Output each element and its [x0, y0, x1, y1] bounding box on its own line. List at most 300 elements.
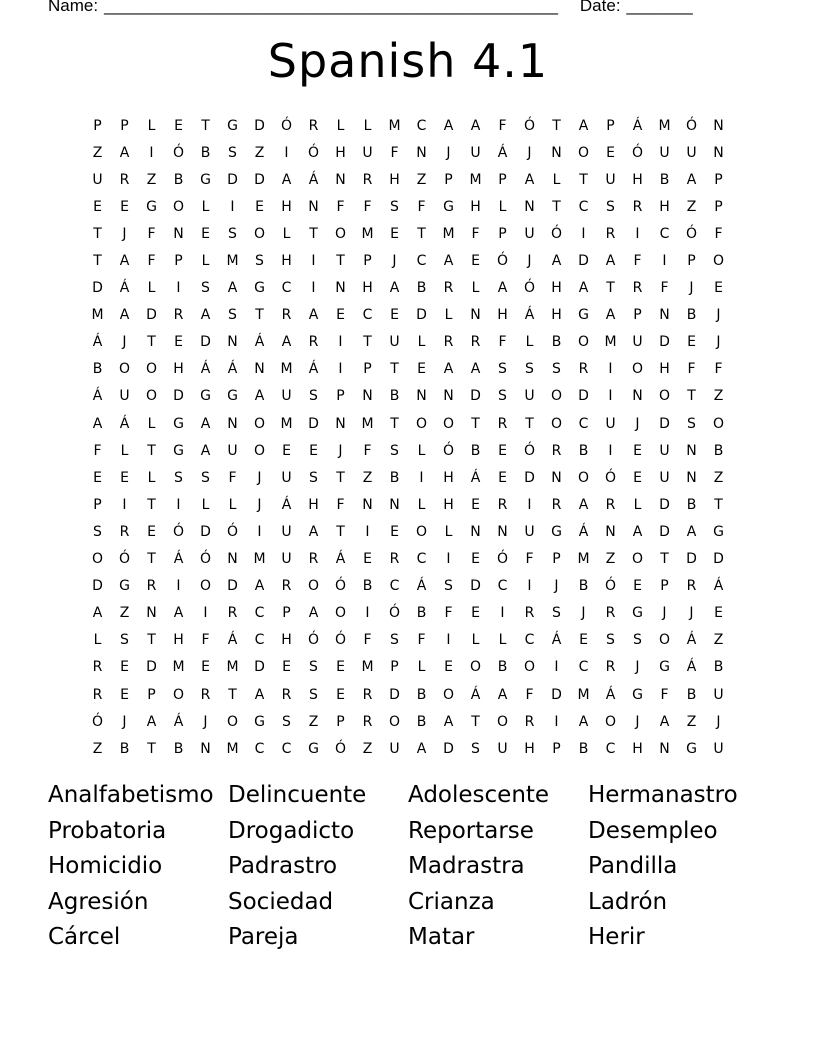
grid-letter: S	[93, 523, 102, 540]
grid-letter: T	[309, 225, 318, 242]
grid-letter: D	[92, 280, 103, 297]
grid-letter: E	[174, 117, 183, 134]
grid-letter: D	[389, 686, 400, 703]
grid-letter: I	[284, 144, 289, 161]
grid-letter: C	[497, 578, 508, 595]
grid-letter: E	[471, 253, 480, 270]
grid-letter: Ó	[604, 469, 617, 486]
grid-letter: N	[443, 388, 454, 405]
grid-letter: C	[416, 551, 427, 568]
grid-letter: L	[147, 280, 156, 297]
grid-letter: N	[659, 307, 670, 324]
grid-letter: I	[149, 144, 154, 161]
grid-letter: N	[713, 117, 724, 134]
grid-letter: G	[578, 307, 589, 324]
grid-letter: R	[470, 334, 481, 351]
grid-letter: O	[577, 144, 590, 161]
grid-letter: E	[120, 659, 129, 676]
grid-letter: S	[552, 361, 561, 378]
grid-letter: M	[172, 659, 185, 676]
grid-letter: R	[308, 117, 319, 134]
word-list-item: Reportarse	[408, 817, 534, 844]
grid-letter: A	[524, 171, 535, 188]
grid-letter: I	[338, 361, 343, 378]
grid-letter: F	[201, 632, 210, 649]
grid-letter: G	[632, 686, 643, 703]
grid-letter: F	[417, 198, 426, 215]
grid-letter: P	[498, 171, 507, 188]
grid-letter: S	[390, 442, 399, 459]
grid-letter: D	[443, 740, 454, 757]
grid-letter: J	[689, 605, 694, 622]
grid-letter: O	[496, 713, 509, 730]
grid-letter: L	[498, 198, 507, 215]
grid-letter: G	[227, 388, 238, 405]
word-list-item: Cárcel	[48, 924, 121, 950]
grid-letter: J	[554, 578, 559, 595]
grid-letter: U	[632, 334, 643, 351]
grid-letter: F	[363, 632, 372, 649]
grid-letter: R	[362, 686, 373, 703]
grid-letter: F	[93, 442, 102, 459]
grid-letter: P	[363, 253, 372, 270]
grid-letter: M	[226, 659, 239, 676]
grid-letter: U	[524, 388, 535, 405]
grid-letter: J	[392, 253, 397, 270]
grid-letter: T	[147, 334, 156, 351]
grid-letter: H	[335, 144, 346, 161]
grid-letter: Á	[686, 632, 697, 649]
grid-letter: R	[524, 713, 535, 730]
grid-letter: J	[689, 280, 694, 297]
grid-letter: N	[659, 740, 670, 757]
grid-letter: P	[147, 686, 156, 703]
grid-letter: H	[281, 253, 292, 270]
grid-letter: N	[227, 334, 238, 351]
grid-letter: G	[200, 388, 211, 405]
grid-letter: Á	[92, 388, 103, 405]
grid-letter: P	[444, 171, 453, 188]
grid-letter: E	[471, 605, 480, 622]
grid-letter: N	[686, 469, 697, 486]
grid-letter: Á	[254, 334, 265, 351]
grid-letter: B	[416, 686, 427, 703]
grid-letter: O	[415, 415, 428, 432]
grid-letter: B	[578, 442, 589, 459]
grid-letter: E	[498, 469, 507, 486]
grid-letter: D	[713, 551, 724, 568]
grid-letter: Á	[578, 523, 589, 540]
grid-letter: S	[390, 198, 399, 215]
grid-letter: H	[551, 280, 562, 297]
grid-letter: L	[363, 117, 372, 134]
word-list-item: Padrastro	[228, 853, 338, 879]
grid-letter: I	[365, 523, 370, 540]
grid-letter: I	[203, 605, 208, 622]
grid-letter: O	[577, 469, 590, 486]
grid-letter: G	[146, 198, 157, 215]
grid-letter: J	[635, 713, 640, 730]
grid-letter: G	[551, 523, 562, 540]
word-list-item: Probatoria	[48, 817, 167, 844]
grid-letter: S	[201, 469, 210, 486]
grid-letter: A	[416, 740, 427, 757]
grid-letter: S	[201, 280, 210, 297]
grid-letter: L	[444, 307, 453, 324]
grid-letter: D	[578, 388, 589, 405]
grid-letter: S	[633, 632, 642, 649]
grid-letter: I	[662, 253, 667, 270]
grid-letter: Z	[605, 551, 616, 568]
grid-letter: B	[200, 144, 211, 161]
grid-letter: C	[254, 605, 265, 622]
grid-letter: R	[281, 578, 292, 595]
grid-letter: F	[498, 334, 507, 351]
grid-letter: I	[338, 334, 343, 351]
grid-letter: O	[442, 415, 455, 432]
grid-letter: A	[578, 280, 589, 297]
grid-letter: A	[470, 361, 481, 378]
grid-letter: Á	[551, 632, 562, 649]
grid-letter: Ó	[118, 551, 131, 568]
grid-letter: T	[660, 551, 669, 568]
grid-letter: Á	[227, 632, 238, 649]
grid-letter: G	[173, 415, 184, 432]
grid-letter: J	[446, 144, 451, 161]
grid-letter: U	[389, 740, 400, 757]
grid-letter: T	[714, 496, 723, 513]
grid-letter: B	[92, 361, 103, 378]
grid-letter: R	[227, 605, 238, 622]
grid-letter: R	[605, 225, 616, 242]
grid-letter: A	[578, 713, 589, 730]
grid-letter: J	[257, 496, 262, 513]
grid-letter: O	[307, 578, 320, 595]
grid-letter: D	[173, 388, 184, 405]
grid-letter: F	[687, 361, 696, 378]
grid-letter: D	[578, 253, 589, 270]
grid-letter: C	[254, 632, 265, 649]
grid-letter: A	[254, 686, 265, 703]
grid-letter: U	[470, 144, 481, 161]
grid-letter: G	[713, 523, 724, 540]
grid-letter: O	[253, 442, 266, 459]
grid-letter: I	[446, 632, 451, 649]
grid-letter: I	[230, 198, 235, 215]
grid-letter: G	[254, 280, 265, 297]
grid-letter: B	[686, 496, 697, 513]
grid-letter: P	[174, 253, 183, 270]
grid-letter: A	[200, 415, 211, 432]
grid-letter: A	[497, 686, 508, 703]
grid-letter: J	[122, 713, 127, 730]
grid-letter: I	[527, 496, 532, 513]
grid-letter: E	[93, 198, 102, 215]
grid-letter: T	[471, 713, 480, 730]
grid-letter: S	[552, 605, 561, 622]
grid-letter: Á	[686, 659, 697, 676]
grid-letter: L	[201, 198, 210, 215]
grid-letter: D	[686, 551, 697, 568]
grid-letter: I	[500, 605, 505, 622]
grid-letter: D	[470, 388, 481, 405]
grid-letter: B	[713, 659, 724, 676]
grid-letter: S	[309, 686, 318, 703]
grid-letter: G	[200, 171, 211, 188]
grid-letter: R	[443, 334, 454, 351]
grid-letter: C	[416, 117, 427, 134]
grid-letter: T	[525, 415, 534, 432]
grid-letter: I	[608, 361, 613, 378]
grid-letter: Z	[362, 740, 373, 757]
grid-letter: C	[524, 632, 535, 649]
grid-letter: L	[444, 523, 453, 540]
grid-letter: F	[633, 253, 642, 270]
grid-letter: Z	[686, 713, 697, 730]
grid-letter: O	[415, 523, 428, 540]
grid-letter: F	[525, 551, 534, 568]
grid-letter: F	[147, 253, 156, 270]
grid-letter: F	[336, 496, 345, 513]
grid-letter: P	[552, 740, 561, 757]
grid-letter: J	[527, 253, 532, 270]
grid-letter: U	[686, 144, 697, 161]
grid-letter: H	[524, 740, 535, 757]
grid-letter: E	[417, 361, 426, 378]
grid-letter: A	[443, 361, 454, 378]
grid-letter: I	[257, 523, 262, 540]
grid-letter: E	[606, 144, 615, 161]
grid-letter: Ó	[523, 442, 536, 459]
grid-letter: Ó	[199, 551, 212, 568]
grid-letter: L	[471, 632, 480, 649]
grid-letter: L	[552, 171, 561, 188]
grid-letter: L	[120, 442, 129, 459]
grid-letter: Z	[308, 713, 319, 730]
grid-letter: M	[280, 415, 293, 432]
grid-letter: T	[228, 686, 237, 703]
grid-letter: E	[93, 469, 102, 486]
grid-letter: L	[633, 496, 642, 513]
grid-letter: S	[444, 578, 453, 595]
grid-letter: H	[497, 307, 508, 324]
grid-letter: E	[336, 659, 345, 676]
grid-letter: T	[390, 361, 399, 378]
grid-letter: I	[419, 469, 424, 486]
word-list-item: Matar	[408, 924, 475, 950]
grid-letter: E	[390, 523, 399, 540]
grid-letter: R	[605, 496, 616, 513]
grid-letter: L	[498, 632, 507, 649]
grid-letter: Ó	[685, 117, 698, 134]
grid-letter: S	[255, 253, 264, 270]
grid-letter: U	[659, 469, 670, 486]
grid-letter: H	[551, 307, 562, 324]
grid-letter: L	[417, 659, 426, 676]
grid-letter: D	[659, 415, 670, 432]
grid-letter: E	[390, 307, 399, 324]
grid-letter: Ó	[442, 442, 455, 459]
grid-letter: E	[471, 496, 480, 513]
grid-letter: M	[253, 551, 266, 568]
grid-letter: O	[712, 415, 725, 432]
grid-letter: Z	[254, 144, 265, 161]
grid-letter: F	[471, 225, 480, 242]
grid-letter: T	[147, 496, 156, 513]
grid-letter: O	[469, 659, 482, 676]
grid-letter: O	[334, 605, 347, 622]
grid-letter: Ó	[550, 225, 563, 242]
grid-letter: N	[362, 388, 373, 405]
grid-letter: O	[577, 334, 590, 351]
grid-letter: O	[442, 686, 455, 703]
grid-letter: R	[551, 442, 562, 459]
grid-letter: A	[308, 605, 319, 622]
grid-letter: S	[120, 632, 129, 649]
grid-letter: P	[282, 605, 291, 622]
grid-letter: L	[147, 117, 156, 134]
grid-letter: Ó	[334, 632, 347, 649]
grid-letter: R	[632, 280, 643, 297]
grid-letter: S	[228, 307, 237, 324]
grid-letter: Ó	[280, 117, 293, 134]
grid-letter: I	[176, 578, 181, 595]
grid-letter: C	[254, 740, 265, 757]
grid-letter: L	[93, 632, 102, 649]
grid-letter: P	[633, 307, 642, 324]
grid-letter: R	[362, 713, 373, 730]
grid-letter: U	[659, 144, 670, 161]
grid-letter: A	[173, 605, 184, 622]
grid-letter: J	[581, 605, 586, 622]
grid-letter: Z	[416, 171, 427, 188]
grid-letter: N	[416, 388, 427, 405]
grid-letter: O	[253, 415, 266, 432]
grid-letter: M	[361, 415, 374, 432]
grid-letter: S	[498, 388, 507, 405]
grid-letter: A	[605, 253, 616, 270]
grid-letter: E	[336, 686, 345, 703]
grid-letter: C	[659, 225, 670, 242]
grid-letter: O	[145, 388, 158, 405]
grid-letter: D	[551, 686, 562, 703]
grid-letter: C	[281, 280, 292, 297]
grid-letter: R	[308, 334, 319, 351]
grid-letter: B	[389, 388, 400, 405]
grid-letter: I	[608, 388, 613, 405]
grid-letter: G	[227, 117, 238, 134]
grid-letter: O	[658, 632, 671, 649]
grid-letter: S	[174, 469, 183, 486]
grid-letter: J	[203, 713, 208, 730]
grid-letter: T	[687, 388, 696, 405]
grid-letter: H	[362, 280, 373, 297]
grid-letter: J	[257, 469, 262, 486]
grid-letter: T	[552, 198, 561, 215]
grid-letter: L	[228, 496, 237, 513]
grid-letter: E	[174, 334, 183, 351]
grid-letter: H	[281, 632, 292, 649]
grid-letter: F	[444, 605, 453, 622]
grid-letter: I	[527, 578, 532, 595]
grid-letter: B	[389, 469, 400, 486]
grid-letter: A	[146, 713, 157, 730]
name-blank: ________________________________________________	[104, 0, 558, 15]
grid-letter: Ó	[91, 713, 104, 730]
grid-letter: A	[254, 388, 265, 405]
grid-letter: A	[227, 280, 238, 297]
grid-letter: M	[388, 117, 401, 134]
grid-letter: O	[550, 415, 563, 432]
grid-letter: A	[686, 171, 697, 188]
date-label: Date:	[579, 0, 621, 15]
grid-letter: F	[228, 469, 237, 486]
grid-letter: Á	[308, 171, 319, 188]
grid-letter: J	[635, 659, 640, 676]
grid-letter: N	[713, 144, 724, 161]
grid-letter: F	[336, 198, 345, 215]
grid-letter: A	[200, 307, 211, 324]
grid-letter: D	[200, 334, 211, 351]
grid-letter: F	[147, 225, 156, 242]
grid-letter: A	[551, 253, 562, 270]
grid-letter: D	[254, 659, 265, 676]
grid-letter: U	[362, 144, 373, 161]
grid-letter: N	[389, 496, 400, 513]
grid-letter: J	[662, 605, 667, 622]
grid-letter: H	[632, 171, 643, 188]
grid-letter: N	[146, 605, 157, 622]
grid-letter: U	[119, 388, 130, 405]
word-list-item: Pandilla	[588, 853, 678, 879]
grid-letter: R	[389, 551, 400, 568]
grid-letter: E	[201, 659, 210, 676]
grid-letter: D	[254, 171, 265, 188]
grid-letter: P	[93, 117, 102, 134]
grid-letter: H	[443, 469, 454, 486]
grid-letter: L	[282, 225, 291, 242]
grid-letter: Á	[605, 686, 616, 703]
grid-letter: D	[659, 334, 670, 351]
grid-letter: Z	[362, 469, 373, 486]
grid-letter: C	[389, 578, 400, 595]
grid-letter: O	[550, 388, 563, 405]
grid-letter: J	[635, 415, 640, 432]
grid-letter: N	[416, 144, 427, 161]
word-list-item: Pareja	[228, 924, 299, 950]
grid-letter: N	[551, 144, 562, 161]
grid-letter: R	[119, 171, 130, 188]
grid-letter: S	[687, 415, 696, 432]
grid-letter: D	[146, 307, 157, 324]
grid-letter: R	[632, 198, 643, 215]
grid-letter: A	[497, 280, 508, 297]
grid-letter: H	[389, 171, 400, 188]
grid-letter: Ó	[523, 280, 536, 297]
grid-letter: B	[416, 280, 427, 297]
grid-letter: B	[173, 740, 184, 757]
grid-letter: Á	[92, 334, 103, 351]
grid-letter: G	[632, 605, 643, 622]
grid-letter: J	[716, 334, 721, 351]
grid-letter: T	[471, 415, 480, 432]
grid-letter: N	[200, 740, 211, 757]
grid-letter: S	[525, 361, 534, 378]
grid-letter: E	[714, 605, 723, 622]
grid-letter: O	[712, 253, 725, 270]
grid-letter: F	[363, 442, 372, 459]
grid-letter: U	[281, 469, 292, 486]
